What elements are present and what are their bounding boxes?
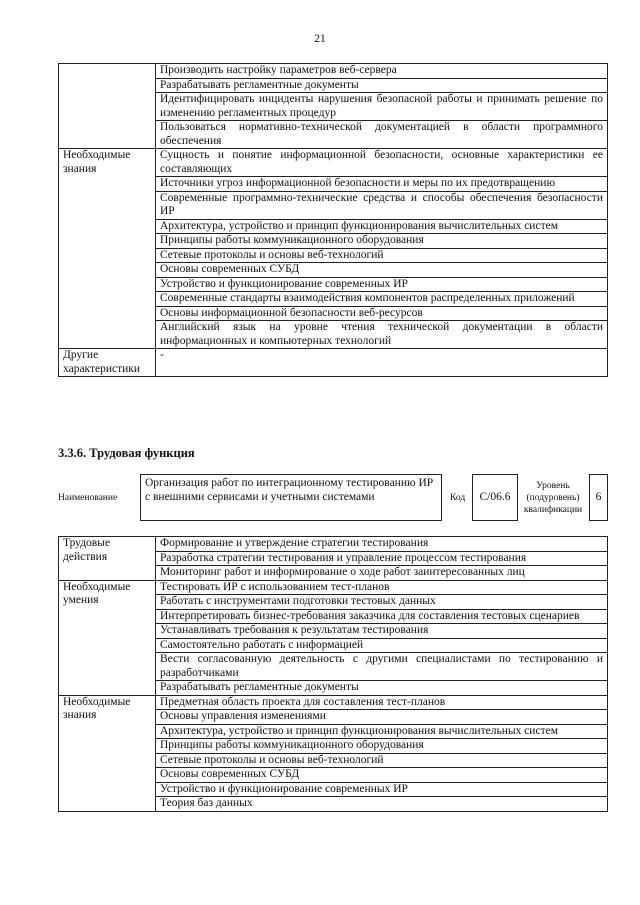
list-item: Основы управления изменениями [156,710,608,725]
list-item: Современные стандарты взаимодействия компонентов распределенных приложений [156,292,608,307]
list-item: Архитектура, устройство и принцип функционирования вычислительных систем [156,724,608,739]
list-item: Интерпретировать бизнес-требования заказчика для составления тестовых сценариев [156,609,608,624]
list-item: Сетевые протоколы и основы веб-технологий [156,753,608,768]
list-item: Мониторинг работ и информирование о ходе работ заинтересованных лиц [156,566,608,581]
row-label: Трудовые действия [59,537,156,581]
name-label: Наименование [58,493,118,503]
list-item: Принципы работы коммуникационного оборудования [156,739,608,754]
list-item: Английский язык на уровне чтения технической документации в области информационных и компьютерных технологий [156,321,608,349]
table-row [59,537,608,552]
list-item: Производить настройку параметров веб-сервера [156,64,608,79]
table-row [59,149,608,177]
table-row [59,64,608,79]
list-item: Вести согласованную деятельность с другими специалистами по тестированию и разработчиками [156,653,608,681]
code-label: Код [450,493,466,503]
skills-knowledge-table-continued [58,63,608,377]
list-item: Устанавливать требования к результатам тестирования [156,624,608,639]
table-row [59,580,608,595]
list-item: Тестировать ИР с использованием тест-планов [156,580,608,595]
list-item: Устройство и функционирование современных ИР [156,277,608,292]
list-item: Основы современных СУБД [156,768,608,783]
list-item: Предметная область проекта для составления тест-планов [156,695,608,710]
row-label: Необходимые знания [59,149,156,349]
labor-function-table [58,536,608,812]
list-item: Современные программно-технические средства и способы обеспечения безопасности ИР [156,191,608,219]
list-item: - [156,349,608,377]
table-row [59,695,608,710]
list-item: Работать с инструментами подготовки тестовых данных [156,595,608,610]
list-item: Пользоваться нормативно-технической документацией в области программного обеспечения [156,121,608,149]
page-number: 21 [314,33,326,45]
list-item: Идентифицировать инциденты нарушения безопасной работы и принимать решение по изменению регламентных процедур [156,93,608,121]
list-item: Архитектура, устройство и принцип функционирования вычислительных систем [156,219,608,234]
function-name-box: Организация работ по интеграционному тестированию ИР с внешними сервисами и учетными системами [140,474,442,521]
list-item: Основы современных СУБД [156,263,608,278]
list-item: Сетевые протоколы и основы веб-технологий [156,248,608,263]
list-item: Теория баз данных [156,797,608,812]
list-item: Разрабатывать регламентные документы [156,681,608,696]
list-item: Формирование и утверждение стратегии тестирования [156,537,608,552]
list-item: Сущность и понятие информационной безопасности, основные характеристики ее составляющих [156,149,608,177]
row-label: Необходимые знания [59,695,156,811]
list-item: Принципы работы коммуникационного оборудования [156,234,608,249]
qualification-level-box: 6 [589,474,608,521]
function-code-box: C/06.6 [472,474,518,521]
row-label: Необходимые умения [59,580,156,695]
list-item: Разрабатывать регламентные документы [156,78,608,93]
list-item: Разработка стратегии тестирования и управление процессом тестирования [156,551,608,566]
section-title: 3.3.6. Трудовая функция [58,446,195,460]
table-row [59,349,608,377]
list-item: Источники угроз информационной безопасности и меры по их предотвращению [156,177,608,192]
list-item: Основы информационной безопасности веб-ресурсов [156,306,608,321]
list-item: Устройство и функционирование современных ИР [156,782,608,797]
row-label: Другие характеристики [59,349,156,377]
row-label [59,64,156,149]
qualification-level-label: Уровень (подуровень) квалификации [523,481,583,515]
list-item: Самостоятельно работать с информацией [156,638,608,653]
